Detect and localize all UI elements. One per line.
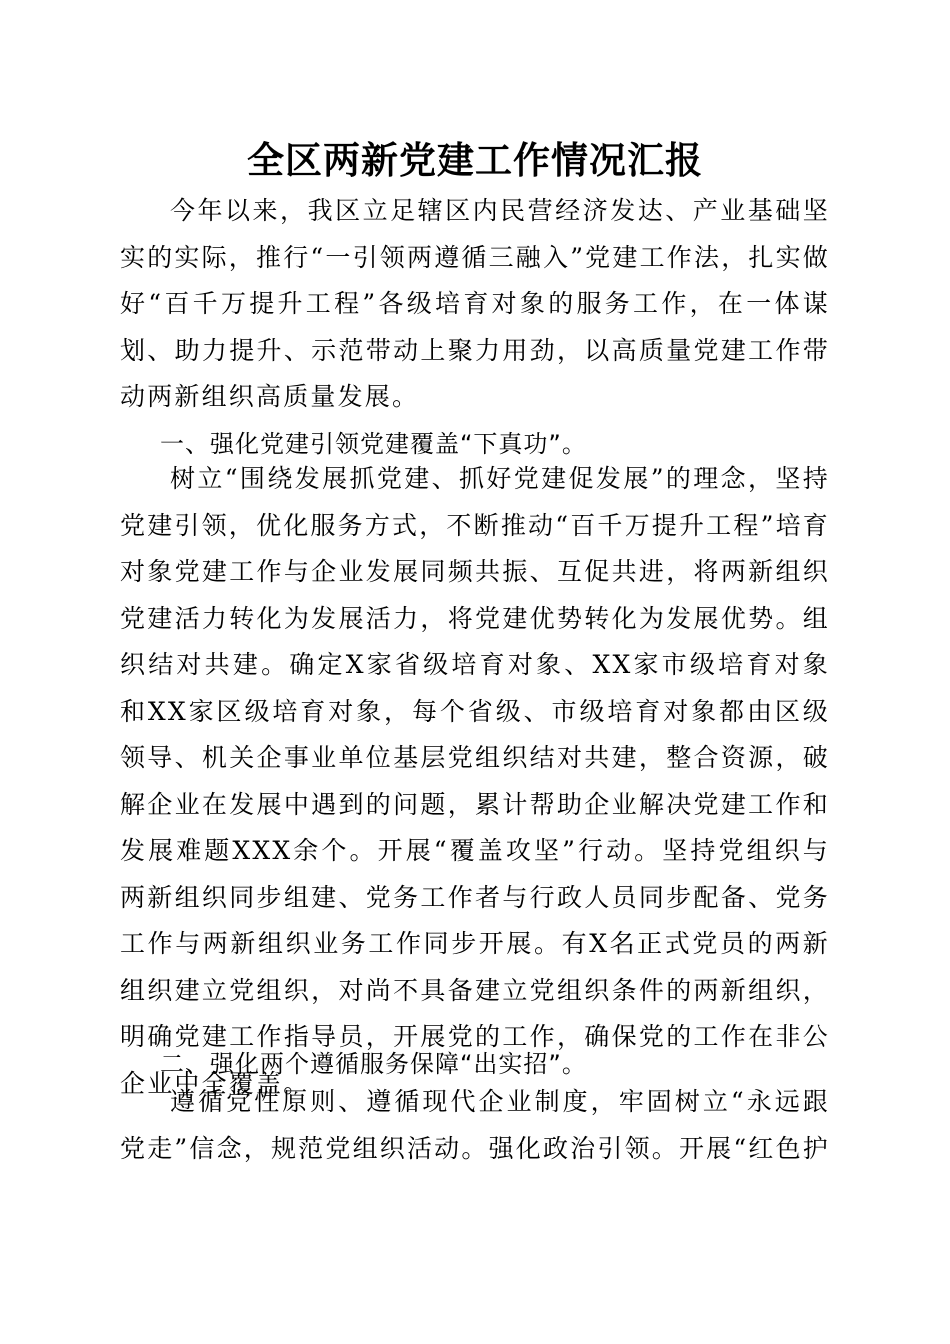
section-heading-2: 二、强化两个遵循服务保障“出实招”。: [160, 1050, 587, 1078]
document-title: 全区两新党建工作情况汇报: [247, 138, 703, 182]
intro-paragraph: 今年以来，我区立足辖区内民营经济发达、产业基础坚实的实际，推行“一引领两遵循三融入”党建工作法，扎实做好“百千万提升工程”各级培育对象的服务工作，在一体谋划、助力提升、示范带动上聚力用劲，以高质量党建工作带动两新组织高质量发展。: [120, 196, 830, 411]
section-paragraph-2: 遵循党性原则、遵循现代企业制度，牢固树立“永远跟党走”信念，规范党组织活动。强化政治引领。开展“红色护: [120, 1087, 830, 1163]
section-paragraph-1: 树立“围绕发展抓党建、抓好党建促发展”的理念，坚持党建引领，优化服务方式，不断推动“百千万提升工程”培育对象党建工作与企业发展同频共振、互促共进，将两新组织党建活力转化为发展活力，将党建优势转化为发展优势。组织结对共建。确定X家省级培育对象、XX家市级培育对象和XX家区级培育对象，每个省级、市级培育对象都由区级领导、机关企事业单位基层党组织结对共建，整合资源，破解企业在发展中遇到的问题，累计帮助企业解决党建工作和发展难题XXX余个。开展“覆盖攻坚”行动。坚持党组织与两新组织同步组建、党务工作者与行政人员同步配备、党务工作与两新组织业务工作同步开展。有X名正式党员的两新组织建立党组织，对尚不具备建立党组织条件的两新组织，明确党建工作指导员，开展党的工作，确保党的工作在非公企业中全覆盖。: [120, 464, 830, 1098]
section-heading-1: 一、强化党建引领党建覆盖“下真功”。: [160, 430, 587, 458]
